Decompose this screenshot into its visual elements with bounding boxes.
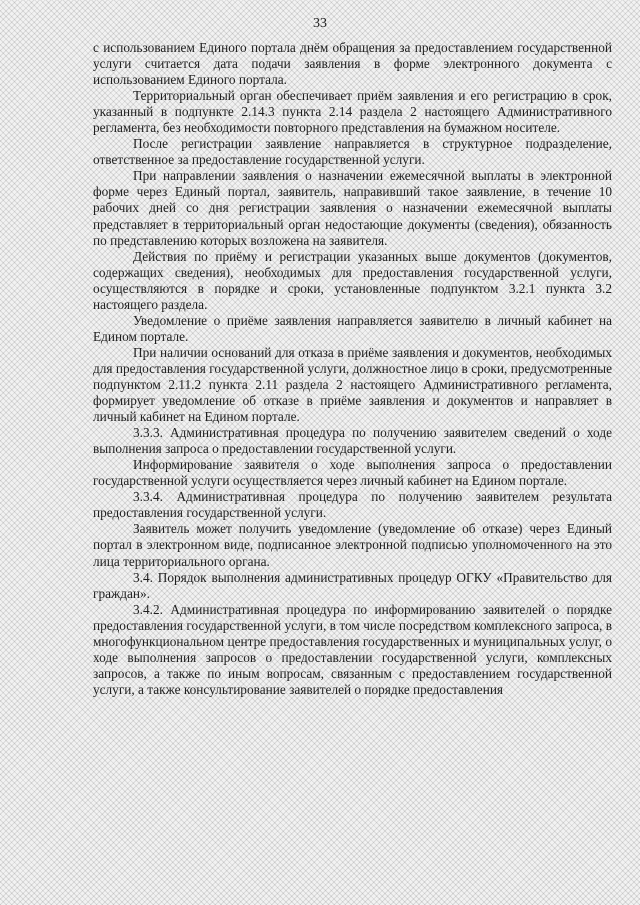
paragraph-4: При направлении заявления о назначении ежемесячной выплаты в электронной форме через Единый портал, заявитель, направивший такое заявление, в течение 10 рабочих дней со дня регистрации заявления о назначении ежемесячной выплаты представляет в территориальный орган недостающие документы (сведения), обязанность по представлению которых возложена на заявителя.	[93, 168, 612, 248]
paragraph-7: При наличии оснований для отказа в приёме заявления и документов, необходимых для предоставления государственной услуги, должностное лицо в сроки, предусмотренные подпунктом 2.11.2 пункта 2.11 раздела 2 настоящего Административного регламента, формирует уведомление об отказе в приёме заявления и документов и направляет в личный кабинет на Едином портале.	[93, 344, 612, 425]
section-3-4-2-paragraph: 3.4.2. Административная процедура по информированию заявителей о порядке предоставления государственной услуги, в том числе посредством комплексного запроса, в многофункциональном центре предоставления государственных и муниципальных услуг, о ходе выполнения запросов о предоставлении государственной услуги, комплексных запросов, а также по иным вопросам, связанным с предоставлением государственной услуги, а также консультирование заявителей о порядке предоставления	[93, 601, 612, 697]
section-3-4-heading: 3.4. Порядок выполнения административных процедур ОГКУ «Правительство для граждан».	[93, 569, 612, 601]
section-3-3-3-heading: 3.3.3. Административная процедура по получению заявителем сведений о ходе выполнения запроса о предоставлении государственной услуги.	[93, 425, 612, 457]
paragraph-11: Заявитель может получить уведомление (уведомление об отказе) через Единый портал в электронном виде, подписанное электронной подписью уполномоченного на это лица территориального органа.	[93, 521, 612, 569]
paragraph-6: Уведомление о приёме заявления направляется заявителю в личный кабинет на Едином портале.	[93, 312, 612, 344]
paragraph-3: После регистрации заявление направляется в структурное подразделение, ответственное за предоставление государственной услуги.	[93, 136, 612, 168]
paragraph-1: с использованием Единого портала днём обращения за предоставлением государственной услуги считается дата подачи заявления в форме электронного документа с использованием Единого портала.	[93, 40, 612, 88]
paragraph-9: Информирование заявителя о ходе выполнения запроса о предоставлении государственной услуги осуществляется через личный кабинет на Едином портале.	[93, 457, 612, 489]
section-3-3-4-heading: 3.3.4. Административная процедура по получению заявителем результата предоставления государственной услуги.	[93, 489, 612, 521]
page-number: 33	[313, 16, 327, 31]
paragraph-5: Действия по приёму и регистрации указанных выше документов (документов, содержащих сведения), необходимых для предоставления государственной услуги, осуществляются в порядке и сроки, установленные подпунктом 3.2.1 пункта 3.2 настоящего раздела.	[93, 248, 612, 312]
document-body	[93, 40, 612, 698]
paragraph-2: Территориальный орган обеспечивает приём заявления и его регистрацию в срок, указанный в подпункте 2.14.3 пункта 2.14 раздела 2 настоящего Административного регламента, без необходимости повторного представления на бумажном носителе.	[93, 88, 612, 136]
